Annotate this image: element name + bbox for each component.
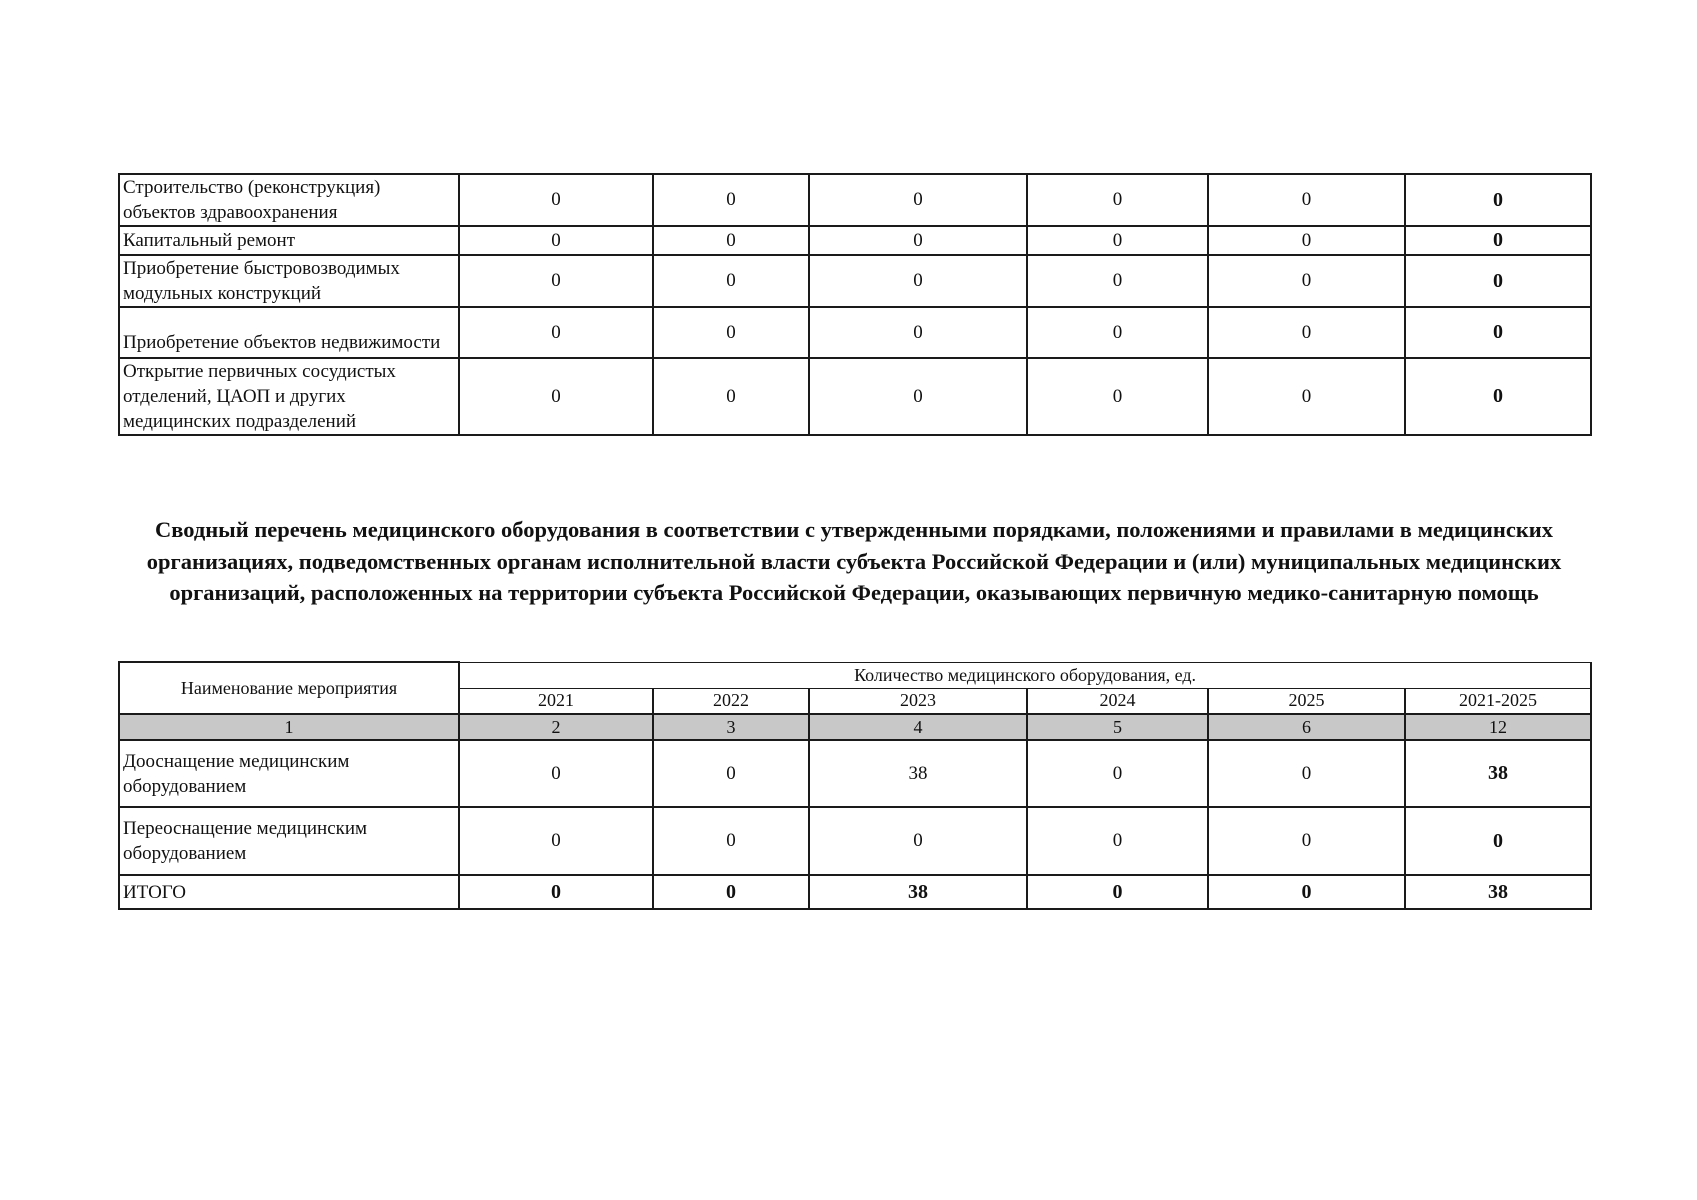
cell-2022: 0: [653, 807, 809, 875]
year-2024: 2024: [1027, 688, 1208, 714]
row-label: Переоснащение медицинским оборудованием: [119, 807, 459, 875]
col-number: 6: [1208, 714, 1405, 740]
cell-2021: 0: [459, 740, 653, 807]
col-number: 1: [119, 714, 459, 740]
section-title: Сводный перечень медицинского оборудования в соответствии с утвержденными порядками, положениями и правилами в медицинских организациях, подведомственных органам исполнительной власти субъекта Российской Федерации и (или) муниципальных медицинских организаций, расположенных на территории субъекта Российской Федерации, оказывающих первичную медико-санитарную помощь: [146, 517, 1562, 605]
cell-total: 0: [1405, 174, 1591, 226]
table-row: [119, 255, 1591, 307]
cell-2024: 0: [1027, 226, 1208, 255]
cell-2025: 0: [1208, 358, 1405, 435]
total-2025: 0: [1208, 875, 1405, 909]
col-number: 5: [1027, 714, 1208, 740]
cell-2022: 0: [653, 255, 809, 307]
cell-total: 0: [1405, 255, 1591, 307]
cell-2025: 0: [1208, 255, 1405, 307]
cell-total: 0: [1405, 307, 1591, 358]
cell-2021: 0: [459, 807, 653, 875]
row-label: Приобретение быстровозводимых модульных конструкций: [119, 255, 459, 307]
cell-2021: 0: [459, 174, 653, 226]
cell-2022: 0: [653, 174, 809, 226]
col-number: 2: [459, 714, 653, 740]
table-row: [119, 740, 1591, 807]
row-label: Открытие первичных сосудистых отделений, ЦАОП и других медицинских подразделений: [119, 358, 459, 435]
year-2022: 2022: [653, 688, 809, 714]
header-name: Наименование мероприятия: [119, 662, 459, 714]
cell-2023: 0: [809, 174, 1027, 226]
table-row: [119, 174, 1591, 226]
total-2024: 0: [1027, 875, 1208, 909]
cell-2025: 0: [1208, 226, 1405, 255]
construction-table: [118, 173, 1592, 436]
cell-2022: 0: [653, 740, 809, 807]
cell-2025: 0: [1208, 740, 1405, 807]
cell-2023: 0: [809, 255, 1027, 307]
cell-2024: 0: [1027, 358, 1208, 435]
row-label: Приобретение объектов недвижимости: [119, 307, 459, 358]
equipment-table: [118, 661, 1592, 910]
cell-2023: 0: [809, 807, 1027, 875]
cell-2022: 0: [653, 358, 809, 435]
row-label: Капитальный ремонт: [119, 226, 459, 255]
cell-2023: 0: [809, 307, 1027, 358]
cell-2025: 0: [1208, 307, 1405, 358]
cell-2024: 0: [1027, 740, 1208, 807]
year-2021: 2021: [459, 688, 653, 714]
year-total: 2021-2025: [1405, 688, 1591, 714]
cell-2021: 0: [459, 255, 653, 307]
cell-2023: 38: [809, 740, 1027, 807]
cell-2025: 0: [1208, 174, 1405, 226]
cell-2024: 0: [1027, 255, 1208, 307]
cell-total: 0: [1405, 226, 1591, 255]
year-2025: 2025: [1208, 688, 1405, 714]
cell-2021: 0: [459, 226, 653, 255]
cell-2021: 0: [459, 307, 653, 358]
total-row: [119, 875, 1591, 909]
table-row: [119, 807, 1591, 875]
row-label: Строительство (реконструкция) объектов здравоохранения: [119, 174, 459, 226]
col-number: 12: [1405, 714, 1591, 740]
total-all: 38: [1405, 875, 1591, 909]
header-group: Количество медицинского оборудования, ед.: [459, 662, 1591, 688]
cell-2022: 0: [653, 307, 809, 358]
row-label: Дооснащение медицинским оборудованием: [119, 740, 459, 807]
cell-total: 38: [1405, 740, 1591, 807]
year-2023: 2023: [809, 688, 1027, 714]
table-row: [119, 358, 1591, 435]
col-number: 4: [809, 714, 1027, 740]
cell-2021: 0: [459, 358, 653, 435]
cell-2024: 0: [1027, 807, 1208, 875]
col-number: 3: [653, 714, 809, 740]
cell-2024: 0: [1027, 307, 1208, 358]
total-label: ИТОГО: [119, 875, 459, 909]
total-2022: 0: [653, 875, 809, 909]
table-row: [119, 307, 1591, 358]
cell-2023: 0: [809, 226, 1027, 255]
cell-total: 0: [1405, 358, 1591, 435]
table-row: [119, 226, 1591, 255]
total-2023: 38: [809, 875, 1027, 909]
column-numbers-row: [119, 714, 1591, 740]
cell-2023: 0: [809, 358, 1027, 435]
cell-total: 0: [1405, 807, 1591, 875]
cell-2024: 0: [1027, 174, 1208, 226]
cell-2022: 0: [653, 226, 809, 255]
header-row: [119, 662, 1591, 688]
total-2021: 0: [459, 875, 653, 909]
cell-2025: 0: [1208, 807, 1405, 875]
